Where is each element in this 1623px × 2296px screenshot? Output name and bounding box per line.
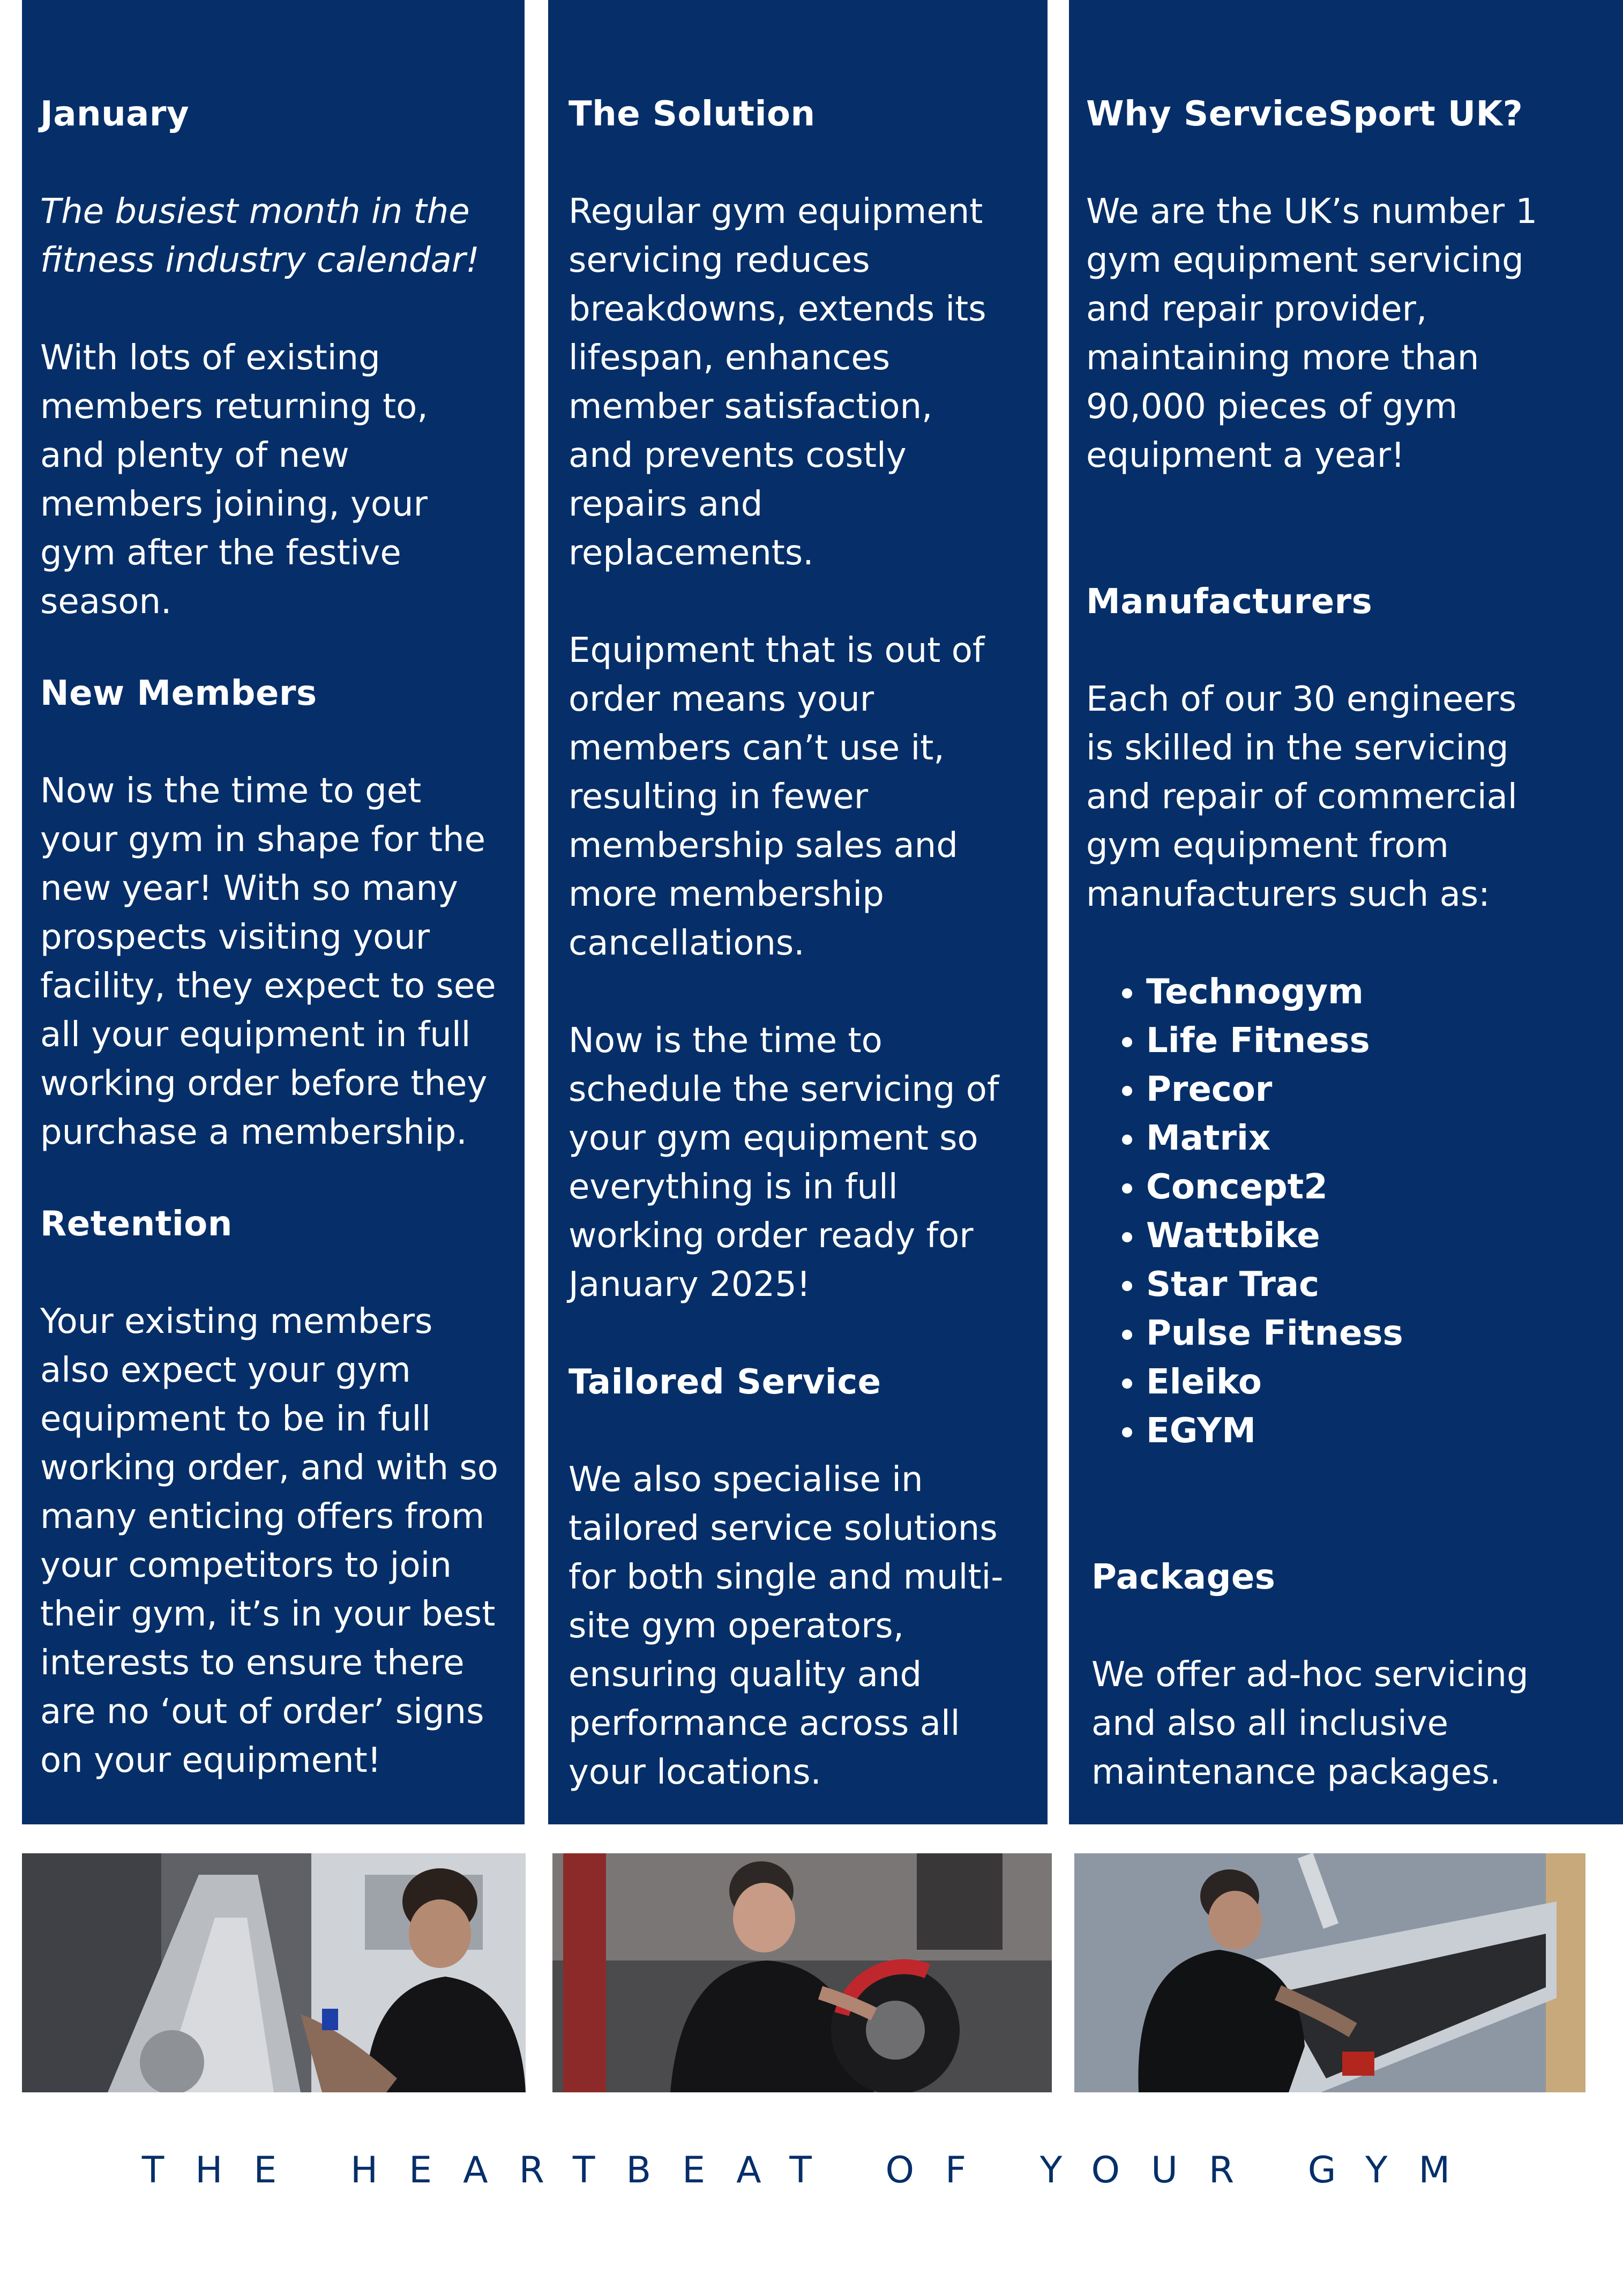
text-line: members returning to, [40, 387, 428, 427]
text-line: schedule the servicing of [569, 1070, 999, 1109]
text-line: site gym operators, [569, 1606, 904, 1646]
heading-retention: Retention [40, 1204, 233, 1244]
brand-item: • Life Fitness [1146, 1017, 1602, 1065]
heading-manufacturers: Manufacturers [1086, 582, 1373, 622]
text-line: your gym in shape for the [40, 820, 485, 860]
column-solution [548, 0, 1048, 1824]
brand-item: • Precor [1146, 1065, 1602, 1114]
text-line: your competitors to join [40, 1546, 452, 1585]
text-line: Regular gym equipment [569, 192, 983, 232]
brand-item: • Wattbike [1146, 1212, 1602, 1261]
text-line: gym after the festive [40, 533, 401, 573]
tailored-paragraph [569, 1456, 1037, 1797]
heading-tailored-service: Tailored Service [569, 1362, 881, 1402]
heading-packages: Packages [1091, 1557, 1276, 1597]
brand-item: • Star Trac [1146, 1261, 1602, 1309]
text-line: facility, they expect to see [40, 966, 496, 1006]
text-line: gym equipment from [1086, 826, 1449, 866]
text-line: maintaining more than [1086, 338, 1479, 378]
new-members-paragraph [40, 767, 514, 1157]
text-line: We are the UK’s number 1 [1086, 192, 1538, 232]
heading-january: January [40, 94, 190, 134]
text-line: and repair of commercial [1086, 777, 1517, 817]
retention-paragraph [40, 1298, 514, 1785]
text-line: order means your [569, 680, 874, 719]
text-line: prospects visiting your [40, 918, 430, 957]
heading-new-members: New Members [40, 674, 317, 713]
text-line: interests to ensure there [40, 1643, 465, 1683]
text-line: working order ready for [569, 1216, 974, 1256]
brand-item: • Technogym [1146, 968, 1602, 1017]
text-line: tailored service solutions [569, 1509, 998, 1548]
text-line: for both single and multi- [569, 1557, 1004, 1597]
text-line: member satisfaction, [569, 387, 933, 427]
text-line: replacements. [569, 533, 814, 573]
heading-the-solution: The Solution [569, 94, 816, 134]
text-line: many enticing offers from [40, 1497, 485, 1537]
text-line: equipment to be in full [40, 1399, 431, 1439]
photo-engineer-exercise-bike-icon [22, 1853, 526, 2092]
text-line: members can’t use it, [569, 728, 945, 768]
text-line: equipment a year! [1086, 436, 1405, 475]
column-why-servicesport [1069, 0, 1623, 1824]
text-line: and plenty of new [40, 436, 349, 475]
column-january [22, 0, 525, 1824]
text-line: members joining, your [40, 484, 428, 524]
photo-engineer-treadmill-icon [1074, 1853, 1585, 2092]
lead-line-2: fitness industry calendar! [40, 241, 480, 280]
text-line: working order before they [40, 1064, 488, 1104]
text-line: maintenance packages. [1091, 1753, 1501, 1792]
text-line: Now is the time to [569, 1021, 882, 1061]
text-line: membership sales and [569, 826, 958, 866]
text-line: Your existing members [40, 1302, 433, 1341]
photo-engineer-rower-icon [552, 1853, 1052, 2092]
solution-paragraph-2 [569, 627, 1037, 968]
text-line: We offer ad-hoc servicing [1091, 1655, 1529, 1695]
text-line: more membership [569, 875, 884, 914]
lead-line-1: The busiest month in the [40, 192, 470, 232]
text-line: and repair provider, [1086, 289, 1427, 329]
text-line: performance across all [569, 1704, 960, 1743]
manufacturers-paragraph [1086, 675, 1602, 919]
text-line: are no ‘out of order’ signs [40, 1692, 484, 1732]
photo-engineer-rower [552, 1853, 1052, 2092]
why-paragraph [1086, 188, 1602, 480]
brand-item: • Eleiko [1146, 1358, 1602, 1407]
text-line: new year! With so many [40, 869, 458, 908]
text-line: and prevents costly [569, 436, 907, 475]
text-line: gym equipment servicing [1086, 241, 1524, 280]
text-line: 90,000 pieces of gym [1086, 387, 1458, 427]
text-line: your locations. [569, 1753, 821, 1792]
text-line: lifespan, enhances [569, 338, 891, 378]
brand-list [1086, 968, 1602, 1456]
text-line: Now is the time to get [40, 771, 422, 811]
photo-engineer-treadmill [1074, 1853, 1585, 2092]
text-line: ensuring quality and [569, 1655, 922, 1695]
text-line: and also all inclusive [1091, 1704, 1448, 1743]
brand-item: • EGYM [1146, 1407, 1602, 1456]
brand-item: • Pulse Fitness [1146, 1309, 1602, 1358]
text-line: your gym equipment so [569, 1119, 978, 1158]
text-line: resulting in fewer [569, 777, 868, 817]
text-line: also expect your gym [40, 1351, 411, 1390]
text-line: Each of our 30 engineers [1086, 680, 1517, 719]
intro-paragraph [40, 334, 514, 627]
brand-item: • Matrix [1146, 1114, 1602, 1163]
text-line: repairs and [569, 484, 763, 524]
text-line: cancellations. [569, 923, 805, 963]
brand-item: • Concept2 [1146, 1163, 1602, 1212]
text-line: all your equipment in full [40, 1015, 471, 1055]
text-line: We also specialise in [569, 1460, 923, 1500]
text-line: servicing reduces [569, 241, 870, 280]
text-line: on your equipment! [40, 1741, 382, 1780]
text-line: working order, and with so [40, 1448, 498, 1488]
text-line: is skilled in the servicing [1086, 728, 1509, 768]
text-line: season. [40, 582, 172, 622]
text-line: their gym, it’s in your best [40, 1594, 496, 1634]
text-line: purchase a membership. [40, 1113, 467, 1152]
solution-paragraph-1 [569, 188, 1037, 578]
text-line: manufacturers such as: [1086, 875, 1490, 914]
tagline: THE HEARTBEAT OF YOUR GYM [141, 2149, 1482, 2191]
solution-paragraph-3 [569, 1017, 1037, 1309]
text-line: With lots of existing [40, 338, 380, 378]
text-line: everything is in full [569, 1167, 898, 1207]
text-line: breakdowns, extends its [569, 289, 986, 329]
heading-why-servicesport: Why ServiceSport UK? [1086, 94, 1523, 134]
text-line: January 2025! [569, 1265, 811, 1304]
photo-engineer-exercise-bike [22, 1853, 526, 2092]
text-line: Equipment that is out of [569, 631, 985, 670]
packages-section [1091, 1553, 1602, 1797]
